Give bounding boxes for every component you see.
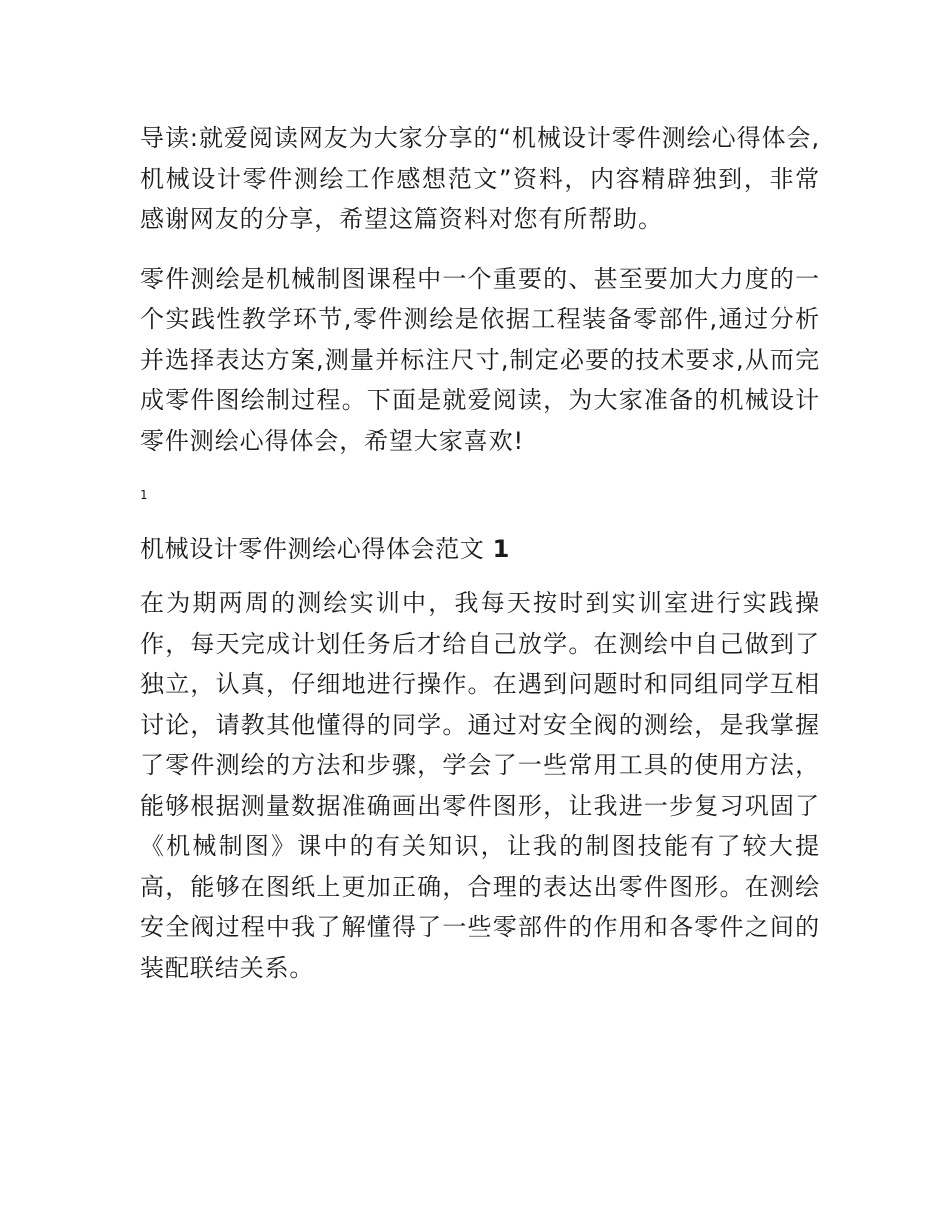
document-content [140,118,820,1007]
overview-paragraph: 零件测绘是机械制图课程中一个重要的、甚至要加大力度的一个实践性教学环节,零件测绘是依据工程装备零部件,通过分析并选择表达方案,测量并标注尺寸,制定必要的技术要求,从而完成零件图绘制过程。下面是就爱阅读，为大家准备的机械设计零件测绘心得体会，希望大家喜欢! [140,264,820,455]
section-heading [140,527,820,571]
intro-paragraph: 导读:就爱阅读网友为大家分享的“机械设计零件测绘心得体会,机械设计零件测绘工作感想范文”资料，内容精辟独到，非常感谢网友的分享，希望这篇资料对您有所帮助。 [140,124,820,233]
section-number: 1 [492,535,510,563]
page-number: 1 [140,488,148,502]
section-title: 机械设计零件测绘心得体会范文 [140,535,485,563]
section-body-paragraph: 在为期两周的测绘实训中，我每天按时到实训室进行实践操作，每天完成计划任务后才给自己放学。在测绘中自己做到了独立，认真，仔细地进行操作。在遇到问题时和同组同学互相讨论，请教其他懂得的同学。通过对安全阀的测绘，是我掌握了零件测绘的方法和步骤，学会了一些常用工具的使用方法，能够根据测量数据准确画出零件图形，让我进一步复习巩固了《机械制图》课中的有关知识，让我的制图技能有了较大提高，能够在图纸上更加正确，合理的表达出零件图形。在测绘安全阀过程中我了解懂得了一些零部件的作用和各零件之间的装配联结关系。 [140,589,820,982]
